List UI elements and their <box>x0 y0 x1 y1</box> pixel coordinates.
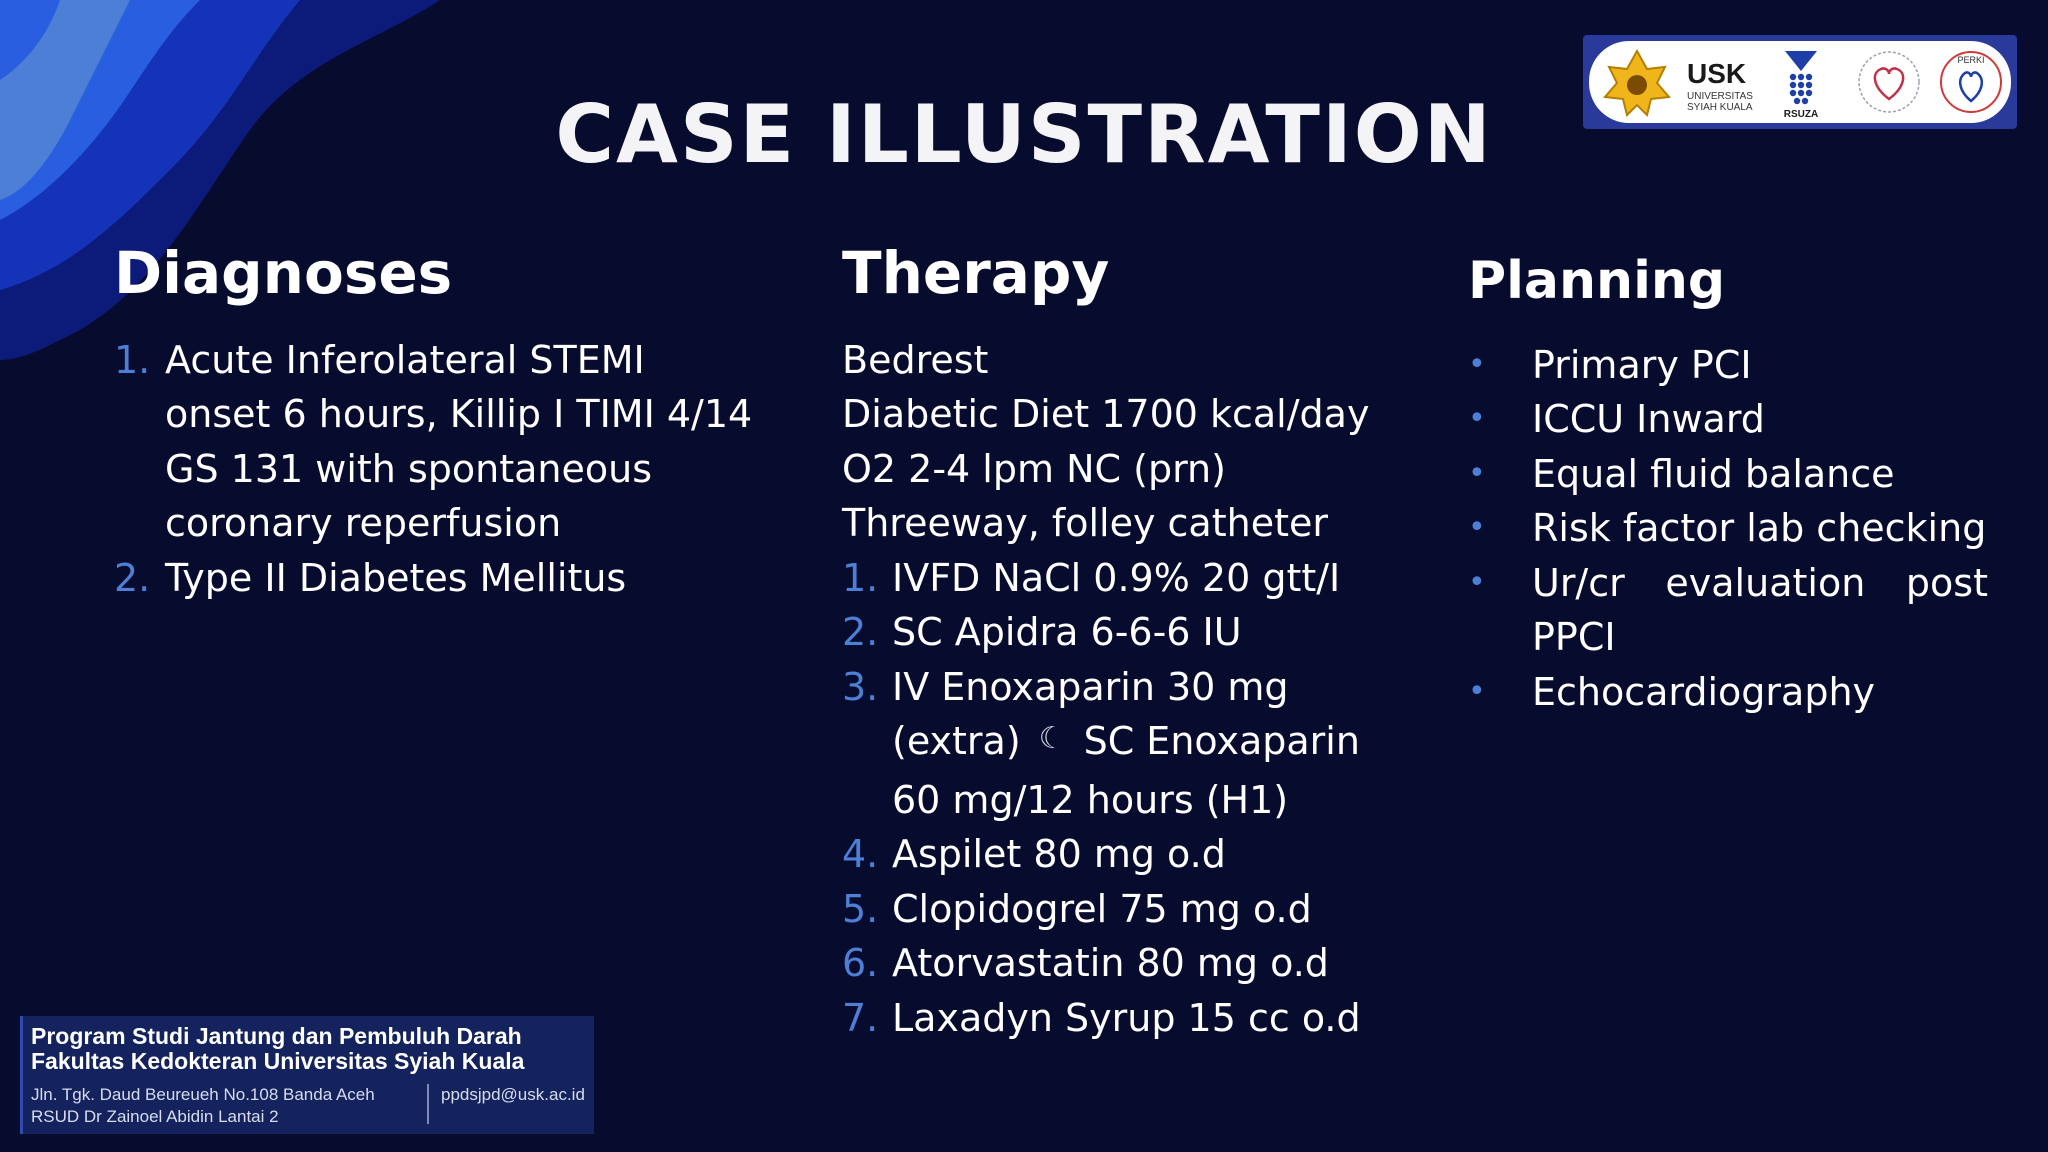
slide-title: CASE ILLUSTRATION <box>555 88 1493 181</box>
planning-list <box>1468 338 1988 720</box>
therapy-item-text <box>892 660 1402 828</box>
list-number: 3. <box>842 664 879 709</box>
bullet-icon: • <box>1468 346 1486 382</box>
diagnosis-text: Type II Diabetes Mellitus <box>165 555 627 600</box>
planning-item <box>1468 556 1988 665</box>
therapy-column <box>842 240 1402 1045</box>
planning-item <box>1468 447 1988 502</box>
footer-panel <box>20 1016 594 1134</box>
bullet-icon: • <box>1468 673 1486 709</box>
planning-item <box>1468 665 1988 720</box>
diagnoses-heading: Diagnoses <box>114 239 453 307</box>
ur-cr-line-1 <box>1532 556 1988 611</box>
therapy-item-text: Clopidogrel 75 mg o.d <box>892 886 1312 931</box>
rsuza-logo-text: RSUZA <box>1783 109 1819 120</box>
planning-item <box>1468 501 1988 556</box>
diagnosis-item <box>114 551 754 606</box>
planning-item-text <box>1532 556 1988 665</box>
therapy-content <box>842 333 1402 1046</box>
bullet-icon: • <box>1468 455 1486 491</box>
footer-faculty-name: Fakultas Kedokteran Universitas Syiah Kuala <box>31 1048 525 1074</box>
diagnosis-item <box>114 333 754 551</box>
list-number: 2. <box>114 555 151 600</box>
planning-column <box>1468 240 1988 719</box>
planning-item-text: Risk factor lab checking <box>1532 506 1987 551</box>
therapy-item-text: Laxadyn Syrup 15 cc o.d <box>892 995 1361 1040</box>
therapy-item <box>842 551 1402 606</box>
therapy-item <box>842 882 1402 937</box>
ur-cr-word: Ur/cr <box>1532 560 1625 605</box>
therapy-item <box>842 660 1402 828</box>
perki-logo-text: PERKI <box>1957 55 1985 65</box>
diagnoses-list <box>114 333 754 606</box>
therapy-heading: Therapy <box>842 239 1110 307</box>
therapy-item-text: Atorvastatin 80 mg o.d <box>892 941 1329 986</box>
list-number: 4. <box>842 832 879 877</box>
diagnosis-text: Acute Inferolateral STEMI onset 6 hours, Killip I TIMI 4/14 GS 131 with spontaneous coronary reperfusion <box>165 337 753 546</box>
planning-heading: Planning <box>1468 251 1726 311</box>
footer-divider <box>427 1084 429 1124</box>
therapy-item-text: SC Apidra 6-6-6 IU <box>892 610 1242 655</box>
planning-item-text: Primary PCI <box>1532 342 1752 387</box>
list-number: 1. <box>842 555 879 600</box>
therapy-line: O2 2-4 lpm NC (prn) <box>842 446 1226 491</box>
ur-cr-word: post <box>1905 560 1988 605</box>
footer-address-line: RSUD Dr Zainoel Abidin Lantai 2 <box>31 1107 279 1126</box>
enoxaparin-sc: SC Enoxaparin <box>1083 719 1360 764</box>
ur-cr-word: evaluation <box>1665 560 1866 605</box>
planning-item-text: ICCU Inward <box>1532 397 1765 442</box>
therapy-line: Diabetic Diet 1700 kcal/day <box>842 392 1370 437</box>
list-number: 7. <box>842 995 879 1040</box>
list-number: 5. <box>842 886 879 931</box>
usk-sub1-text: UNIVERSITAS <box>1687 91 1753 102</box>
ur-cr-line-2: PPCI <box>1532 615 1616 660</box>
footer-program-name: Program Studi Jantung dan Pembuluh Darah <box>31 1023 522 1049</box>
therapy-item-text: IVFD NaCl 0.9% 20 gtt/I <box>892 555 1341 600</box>
enoxaparin-line-3: 60 mg/12 hours (H1) <box>892 777 1289 822</box>
planning-item <box>1468 338 1988 393</box>
list-number: 6. <box>842 941 879 986</box>
list-number: 2. <box>842 610 879 655</box>
planning-item-text: Echocardiography <box>1532 669 1876 714</box>
footer-address-line: Jln. Tgk. Daud Beureueh No.108 Banda Aceh <box>31 1085 375 1104</box>
planning-item-text: Equal fluid balance <box>1532 451 1895 496</box>
planning-item <box>1468 392 1988 447</box>
diagnoses-column <box>114 240 754 605</box>
bullet-icon: • <box>1468 401 1486 437</box>
usk-sub2-text: SYIAH KUALA <box>1687 102 1753 113</box>
list-number: 1. <box>114 337 151 382</box>
therapy-line: Bedrest <box>842 337 989 382</box>
enoxaparin-line-1: IV Enoxaparin 30 mg <box>892 664 1289 709</box>
bullet-icon: • <box>1468 564 1486 600</box>
footer-contact-row <box>31 1084 594 1128</box>
therapy-line: Threeway, folley catheter <box>842 501 1328 546</box>
therapy-item <box>842 991 1402 1046</box>
therapy-item <box>842 827 1402 882</box>
footer-email: ppdsjpd@usk.ac.id <box>441 1085 585 1104</box>
usk-logo-text: USK <box>1687 58 1747 89</box>
therapy-item <box>842 936 1402 991</box>
enoxaparin-extra: (extra) <box>892 719 1021 764</box>
bullet-icon: • <box>1468 510 1486 546</box>
therapy-item <box>842 605 1402 660</box>
therapy-item-text: Aspilet 80 mg o.d <box>892 832 1226 877</box>
moon-symbol-icon: ☾ <box>1038 721 1066 757</box>
footer-address <box>31 1084 427 1128</box>
enoxaparin-line-2 <box>892 714 1402 773</box>
therapy-list <box>842 551 1402 1046</box>
